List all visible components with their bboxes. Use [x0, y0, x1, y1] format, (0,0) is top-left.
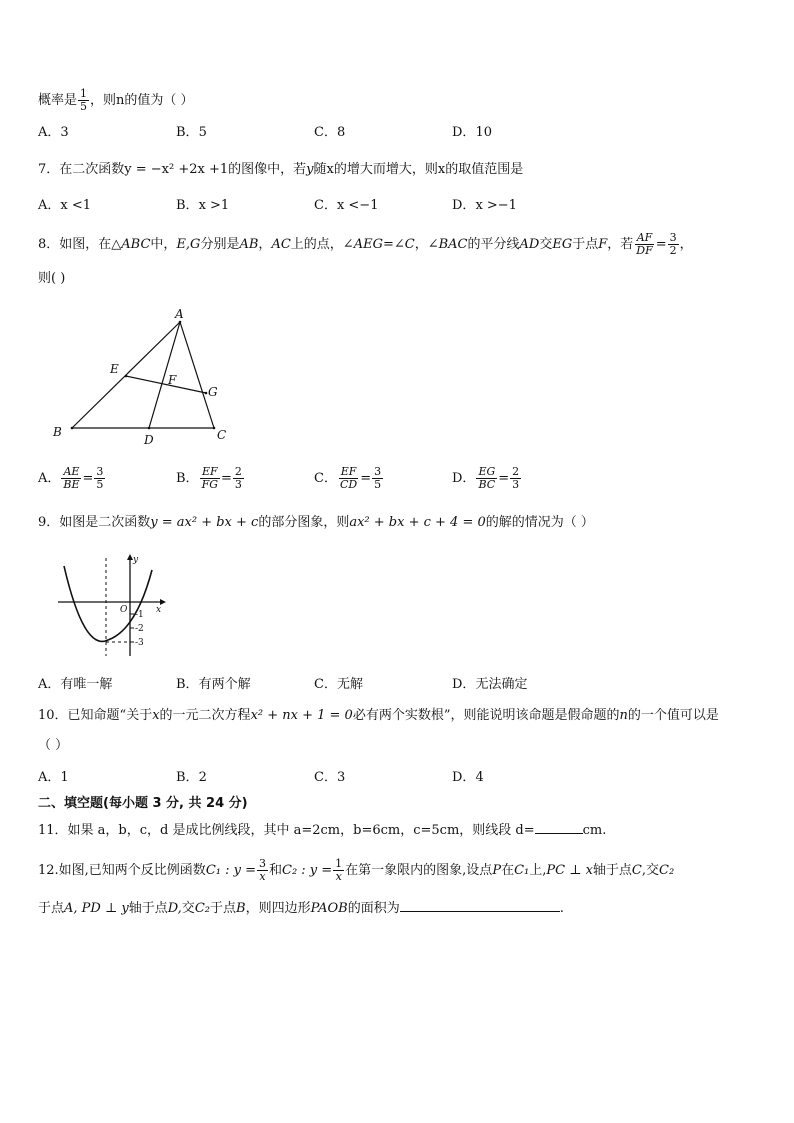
q7-stem: 7．在二次函数y = −x² +2x +1的图像中，若y随x的增大而增大，则x的取值范围是 [38, 162, 524, 177]
q8-ratio-fraction: $\frac{AF}{DF}$ [636, 231, 653, 257]
q9-option-c: C．无解 [314, 677, 363, 692]
q7-option-b: B．x >1 [176, 198, 230, 213]
q8-label-c: C [217, 428, 227, 442]
q6-option-b: B．5 [176, 125, 207, 140]
q8-ratio-value: $\frac{3}{2}$ [669, 231, 677, 257]
q9-tick-2: -2 [135, 624, 144, 634]
q10-option-c: C．3 [314, 770, 346, 785]
q10-stem-line2: （ ） [38, 738, 69, 753]
q7-option-a: A．x <1 [38, 198, 92, 213]
q11-answer-blank[interactable] [535, 821, 583, 834]
q9-option-b: B．有两个解 [176, 677, 251, 692]
q8-option-a: A． $\frac{AE}{BE}$ = $\frac{3}{5}$ [38, 465, 104, 491]
q8-label-d: D [144, 433, 154, 447]
q10-option-a: A．1 [38, 770, 69, 785]
section-fill-in-heading: 二、填空题(每小题 3 分, 共 24 分) [38, 796, 248, 811]
q9-parabola-graph [56, 552, 174, 660]
q11-stem: 11．如果 a，b，c，d 是成比例线段，其中 a=2cm，b=6cm，c=5cm，则线段 d= cm. [38, 823, 607, 838]
q12-stem: 12.如图,已知两个反比例函数C₁ : y = $\frac{3}{x}$ 和C₂ : y = $\frac{1}{x}$ 在第一象限内的图象,设点P在C₁上,PC ⊥ x轴于点C,交C₂ [38, 857, 675, 883]
q8-option-b: B． $\frac{EF}{FG}$ = $\frac{2}{3}$ [176, 465, 242, 491]
q8-label-g: G [208, 385, 218, 399]
q8-triangle-figure [44, 304, 244, 454]
q9-tick-1: -1 [135, 610, 144, 620]
q8-label-e: E [110, 362, 119, 376]
q8-option-c: C． $\frac{EF}{CD}$ = $\frac{3}{5}$ [314, 465, 382, 491]
q8-segment-eg [126, 376, 206, 393]
q10-option-d: D．4 [452, 770, 484, 785]
q6-option-a: A．3 [38, 125, 69, 140]
q8-side-ac [180, 322, 214, 428]
q9-label-x: x [156, 605, 162, 615]
q9-label-y: y [133, 555, 139, 565]
q6-fraction: $\frac{1}{5}$ [80, 87, 88, 113]
q9-stem: 9．如图是二次函数y = ax² + bx + c的部分图象，则ax² + bx + c + 4 = 0的解的情况为（ ） [38, 515, 594, 530]
q9-tick-3: -3 [135, 638, 144, 648]
q10-option-b: B．2 [176, 770, 207, 785]
q12-stem-line2: 于点A, PD ⊥ y轴于点D,交C₂于点B，则四边形PAOB的面积为 . [38, 901, 564, 916]
q8-label-f: F [168, 373, 177, 387]
q12-answer-blank[interactable] [400, 899, 560, 912]
q7-option-d: D．x >−1 [452, 198, 517, 213]
q8-stem-line2: 则( ) [38, 271, 66, 286]
q7-option-c: C．x <−1 [314, 198, 379, 213]
q8-stem: 8．如图，在△ABC中，E,G分别是AB，AC上的点，∠AEG=∠C，∠BAC的平分线AD交EG于点F，若 $\frac{AF}{DF}$ = $\frac{3}{2}$ ， [38, 231, 693, 257]
q8-label-b: B [53, 425, 62, 439]
q9-option-d: D．无法确定 [452, 677, 528, 692]
q9-option-a: A．有唯一解 [38, 677, 113, 692]
q6-stem: 概率是 $\frac{1}{5}$ ，则n的值为（ ） [38, 87, 194, 113]
q8-option-d: D． $\frac{EG}{BC}$ = $\frac{2}{3}$ [452, 465, 520, 491]
q6-option-c: C．8 [314, 125, 346, 140]
q9-label-origin: O [120, 605, 128, 615]
q8-label-a: A [175, 307, 184, 321]
q6-option-d: D．10 [452, 125, 492, 140]
q10-stem: 10．已知命题“关于x的一元二次方程x² + nx + 1 = 0必有两个实数根”，则能说明该命题是假命题的n的一个值可以是 [38, 708, 719, 723]
